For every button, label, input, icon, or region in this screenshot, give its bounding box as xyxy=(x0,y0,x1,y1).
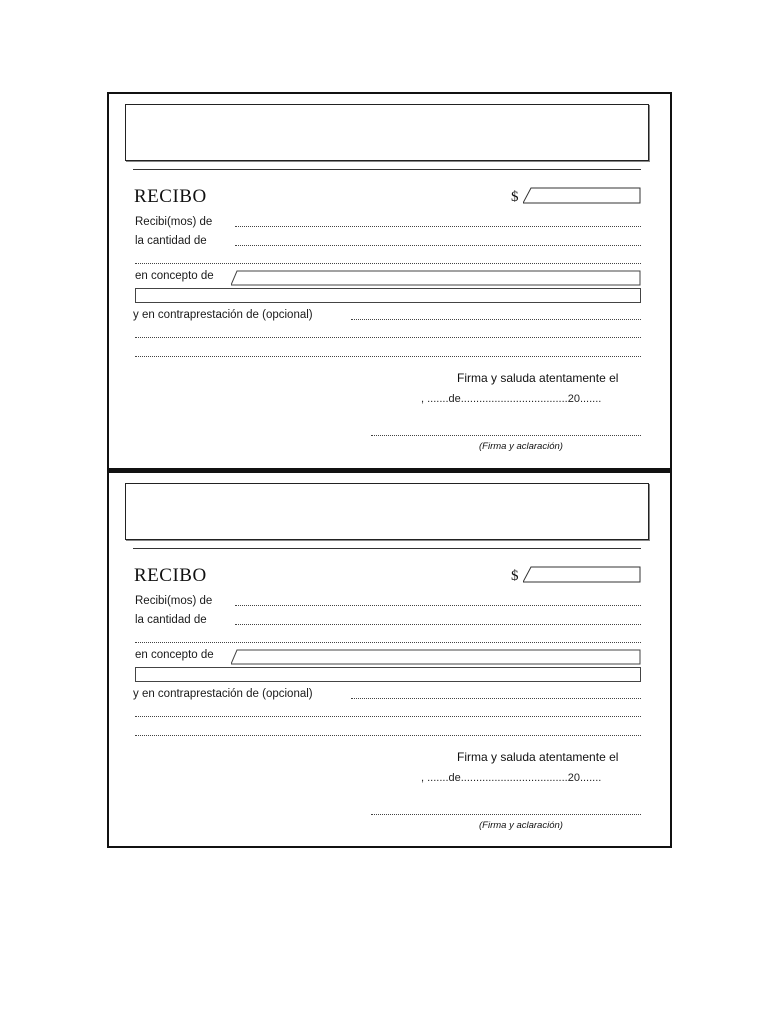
received-from-label: Recibi(mos) de xyxy=(135,216,213,228)
received-from-line[interactable] xyxy=(235,605,641,606)
receipt-1 xyxy=(109,94,670,469)
currency-symbol: $ xyxy=(511,568,519,584)
consideration-line[interactable] xyxy=(351,319,641,320)
amount-words-line[interactable] xyxy=(235,624,641,625)
consideration-line[interactable] xyxy=(351,698,641,699)
concept-label: en concepto de xyxy=(135,270,214,282)
amount-label: la cantidad de xyxy=(135,614,207,626)
header-box xyxy=(125,483,649,540)
consideration-line-3[interactable] xyxy=(135,735,641,736)
consideration-line-2[interactable] xyxy=(135,716,641,717)
header-divider xyxy=(133,548,641,549)
received-from-line[interactable] xyxy=(235,226,641,227)
received-from-label: Recibi(mos) de xyxy=(135,595,213,607)
consideration-label: y en contraprestación de (opcional) xyxy=(133,309,313,321)
signature-line[interactable] xyxy=(371,814,641,815)
header-box xyxy=(125,104,649,161)
receipt-title: RECIBO xyxy=(134,565,207,586)
consideration-line-3[interactable] xyxy=(135,356,641,357)
amount-words-line[interactable] xyxy=(235,245,641,246)
amount-field[interactable] xyxy=(523,187,641,204)
receipt-title: RECIBO xyxy=(134,186,207,207)
receipt-2 xyxy=(109,473,670,848)
signature-caption: (Firma y aclaración) xyxy=(479,441,563,452)
date-line[interactable]: , .......de...................................20....... xyxy=(421,393,602,405)
amount-words-line-2[interactable] xyxy=(135,263,641,264)
consideration-label: y en contraprestación de (opcional) xyxy=(133,688,313,700)
concept-field-line-2[interactable] xyxy=(135,667,641,682)
consideration-line-2[interactable] xyxy=(135,337,641,338)
signoff-text: Firma y saluda atentamente el xyxy=(457,750,619,764)
signoff-text: Firma y saluda atentamente el xyxy=(457,371,619,385)
signature-line[interactable] xyxy=(371,435,641,436)
signature-caption: (Firma y aclaración) xyxy=(479,820,563,831)
concept-field-line-2[interactable] xyxy=(135,288,641,303)
amount-label: la cantidad de xyxy=(135,235,207,247)
header-divider xyxy=(133,169,641,170)
amount-words-line-2[interactable] xyxy=(135,642,641,643)
date-line[interactable]: , .......de...................................20....... xyxy=(421,772,602,784)
receipt-sheet xyxy=(107,92,672,848)
amount-field[interactable] xyxy=(523,566,641,583)
concept-label: en concepto de xyxy=(135,649,214,661)
concept-field[interactable] xyxy=(231,649,641,665)
concept-field[interactable] xyxy=(231,270,641,286)
currency-symbol: $ xyxy=(511,189,519,205)
